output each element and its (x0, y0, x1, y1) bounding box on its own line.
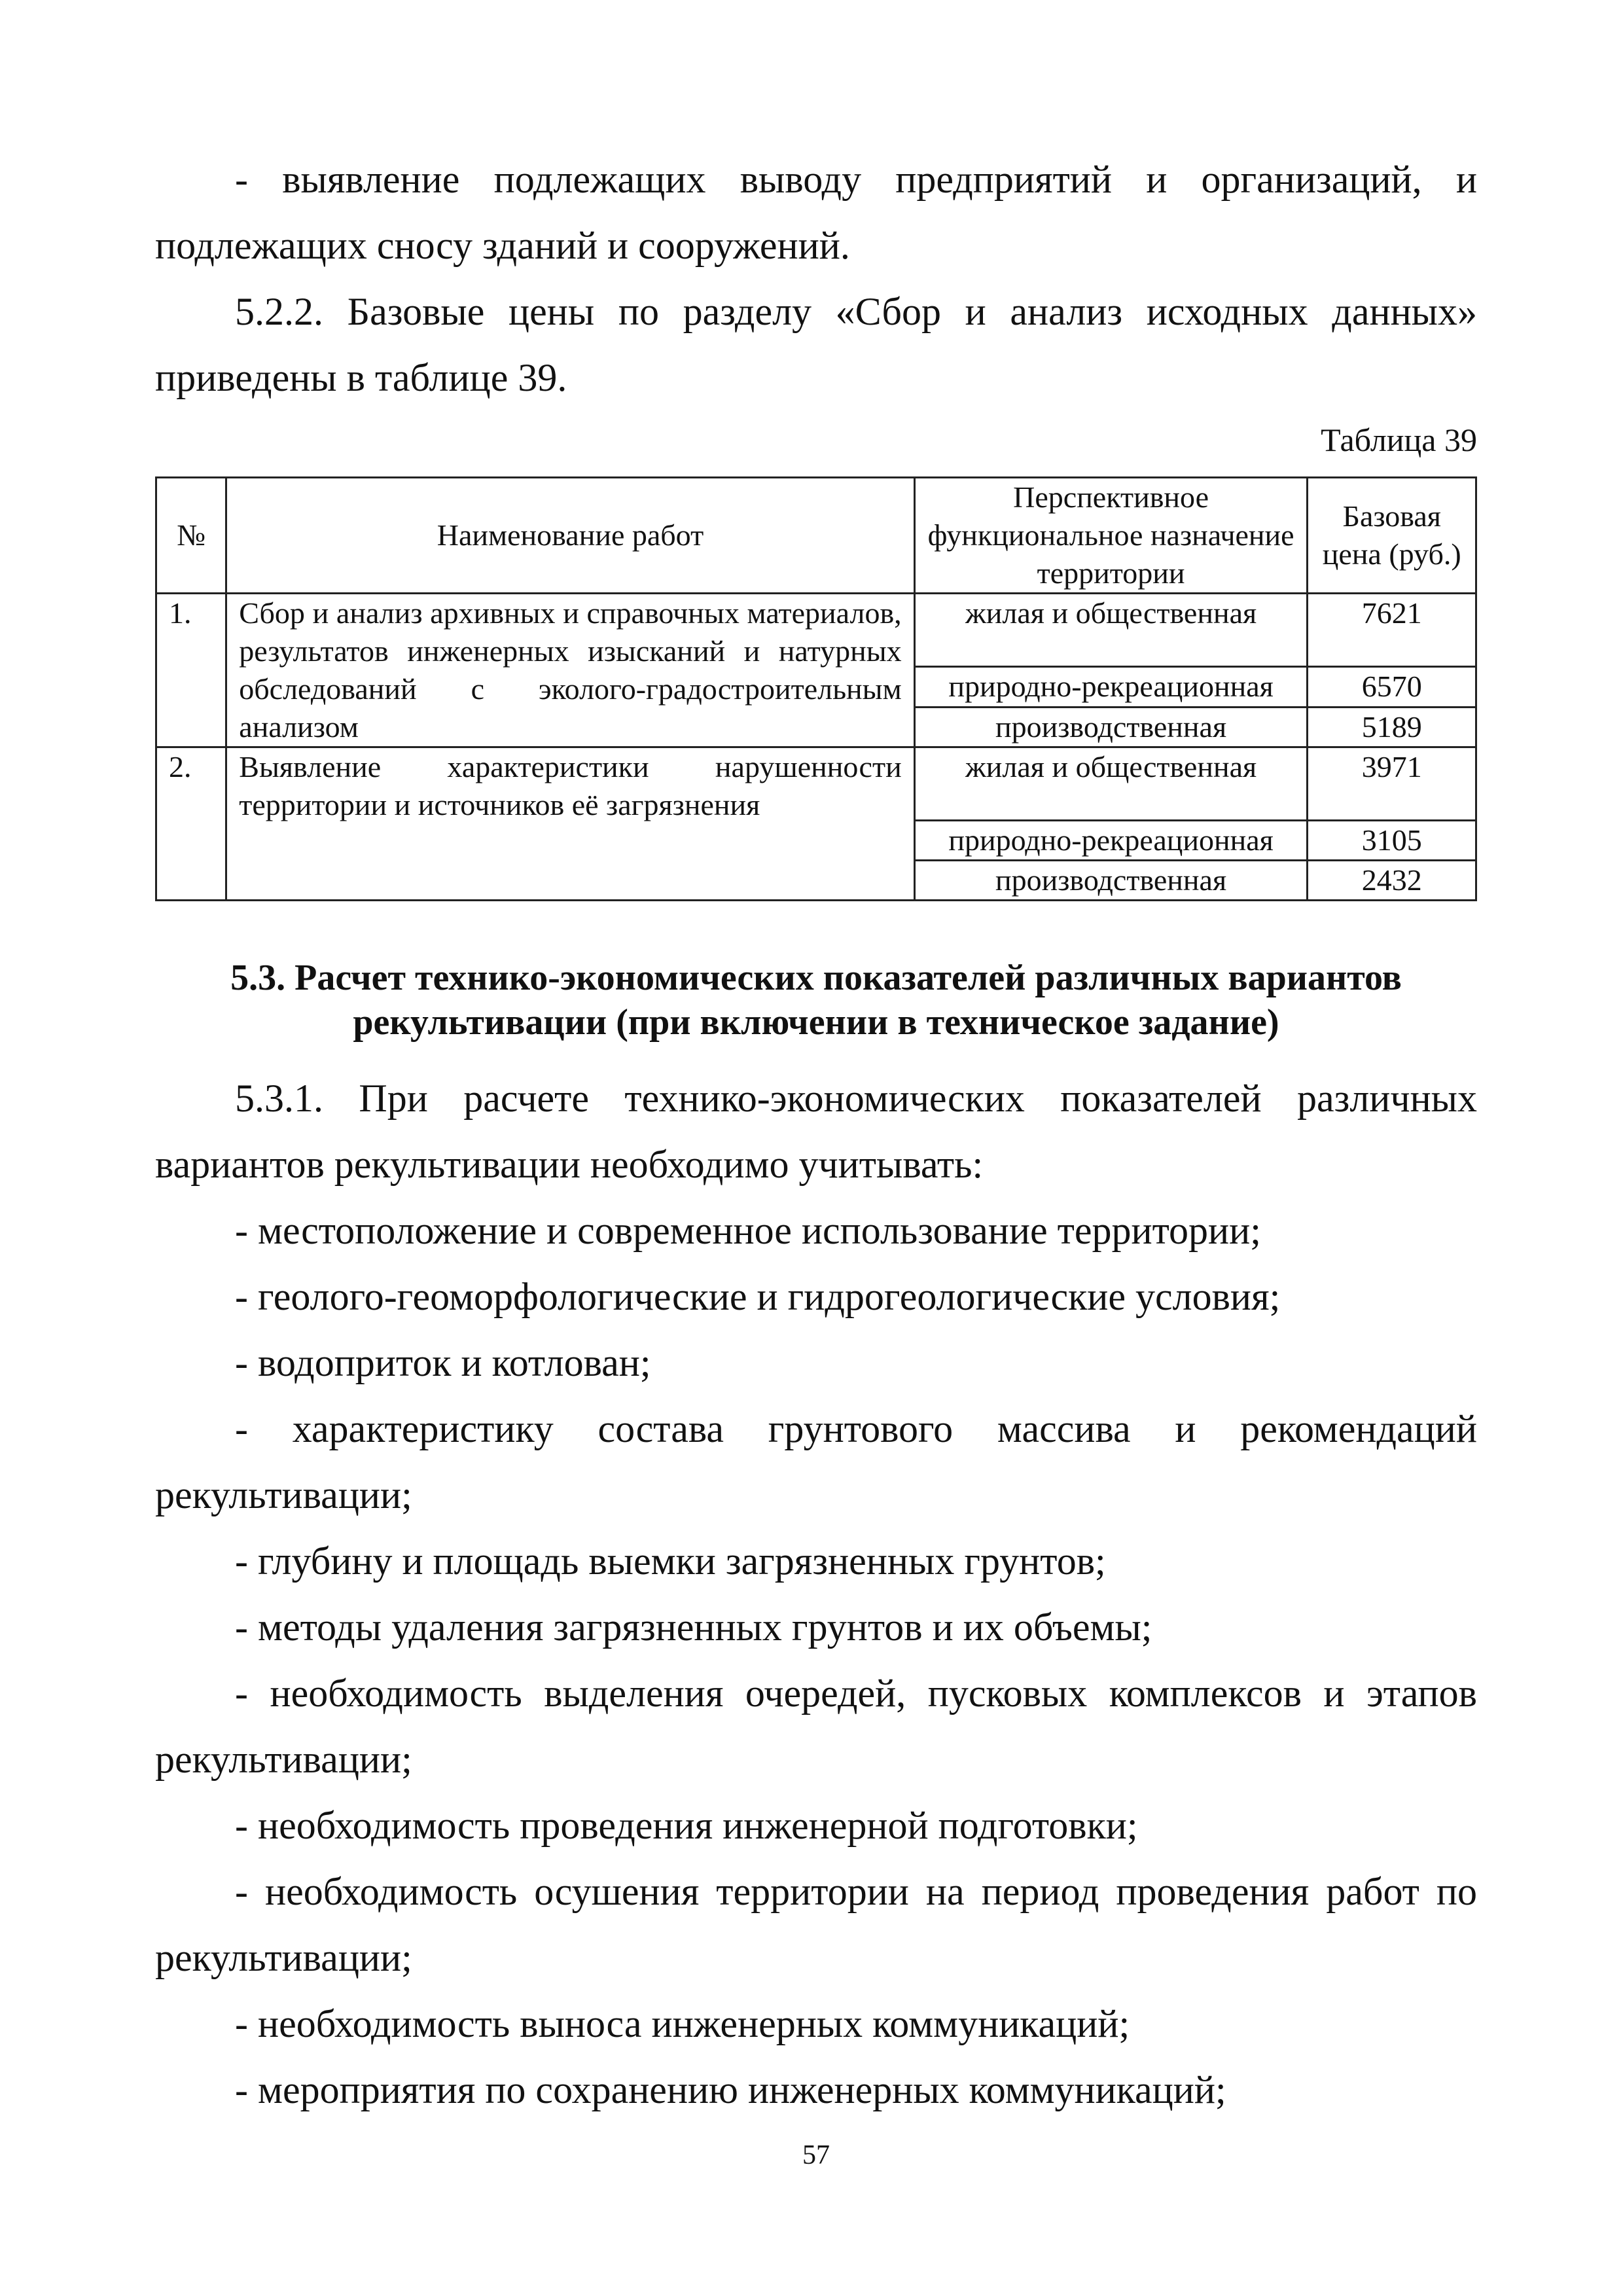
page-number: 57 (802, 2140, 830, 2170)
price-table (155, 476, 1477, 901)
row-purpose: производственная (914, 707, 1308, 747)
row-purpose: природно-рекреационная (914, 667, 1308, 707)
row-price: 3971 (1308, 747, 1476, 821)
list-item: - необходимость осушения территории на период проведения работ по рекультивации; (155, 1870, 1477, 1979)
list-item: - необходимость проведения инженерной подготовки; (235, 1804, 1138, 1847)
row-purpose: природно-рекреационная (914, 821, 1308, 861)
section-heading: 5.3. Расчет технико-экономических показателей различных вариантов рекультивации (при включении в техническое задание) (230, 958, 1402, 1043)
row-price: 5189 (1308, 707, 1476, 747)
row-purpose: жилая и общественная (914, 594, 1308, 667)
list-item: - необходимость выноса инженерных коммуникаций; (235, 2002, 1130, 2045)
section-body (155, 1066, 1477, 2123)
table-caption: Таблица 39 (1321, 422, 1477, 458)
row-price: 3105 (1308, 821, 1476, 861)
row-num: 1. (156, 594, 226, 747)
row-work-name: Выявление характеристики нарушенности территории и источников её загрязнения (226, 747, 914, 901)
list-item: - методы удаления загрязненных грунтов и их объемы; (235, 1605, 1152, 1649)
header-name: Наименование работ (226, 478, 914, 594)
intro-paragraph-1: - выявление подлежащих выводу предприятий и организаций, и подлежащих сносу зданий и сооружений. (155, 158, 1477, 267)
row-price: 6570 (1308, 667, 1476, 707)
list-item: - глубину и площадь выемки загрязненных грунтов; (235, 1539, 1106, 1583)
list-item: - характеристику состава грунтового массива и рекомендаций рекультивации; (155, 1407, 1477, 1516)
row-work-name: Сбор и анализ архивных и справочных материалов, результатов инженерных изысканий и натурных обследований с эколого-градостроительным анализом (226, 594, 914, 747)
table-header-row (156, 478, 1476, 594)
list-item: - местоположение и современное использование территории; (235, 1209, 1261, 1252)
row-purpose: производственная (914, 861, 1308, 901)
header-price: Базовая цена (руб.) (1308, 478, 1476, 594)
list-item: - необходимость выделения очередей, пусковых комплексов и этапов рекультивации; (155, 1672, 1477, 1781)
table-row (156, 747, 1476, 821)
row-price: 2432 (1308, 861, 1476, 901)
list-item: - водоприток и котлован; (235, 1341, 651, 1384)
table-row (156, 594, 1476, 667)
list-item: - мероприятия по сохранению инженерных коммуникаций; (235, 2068, 1226, 2111)
row-price: 7621 (1308, 594, 1476, 667)
header-purpose: Перспективное функциональное назначение территории (914, 478, 1308, 594)
body-paragraph: 5.3.1. При расчете технико-экономических показателей различных вариантов рекультивации необходимо учитывать: (155, 1077, 1477, 1186)
row-purpose: жилая и общественная (914, 747, 1308, 821)
list-item: - геолого-геоморфологические и гидрогеологические условия; (235, 1275, 1281, 1318)
header-num: № (156, 478, 226, 594)
row-num: 2. (156, 747, 226, 901)
intro-paragraph-2: 5.2.2. Базовые цены по разделу «Сбор и анализ исходных данных» приведены в таблице 39. (155, 290, 1477, 399)
